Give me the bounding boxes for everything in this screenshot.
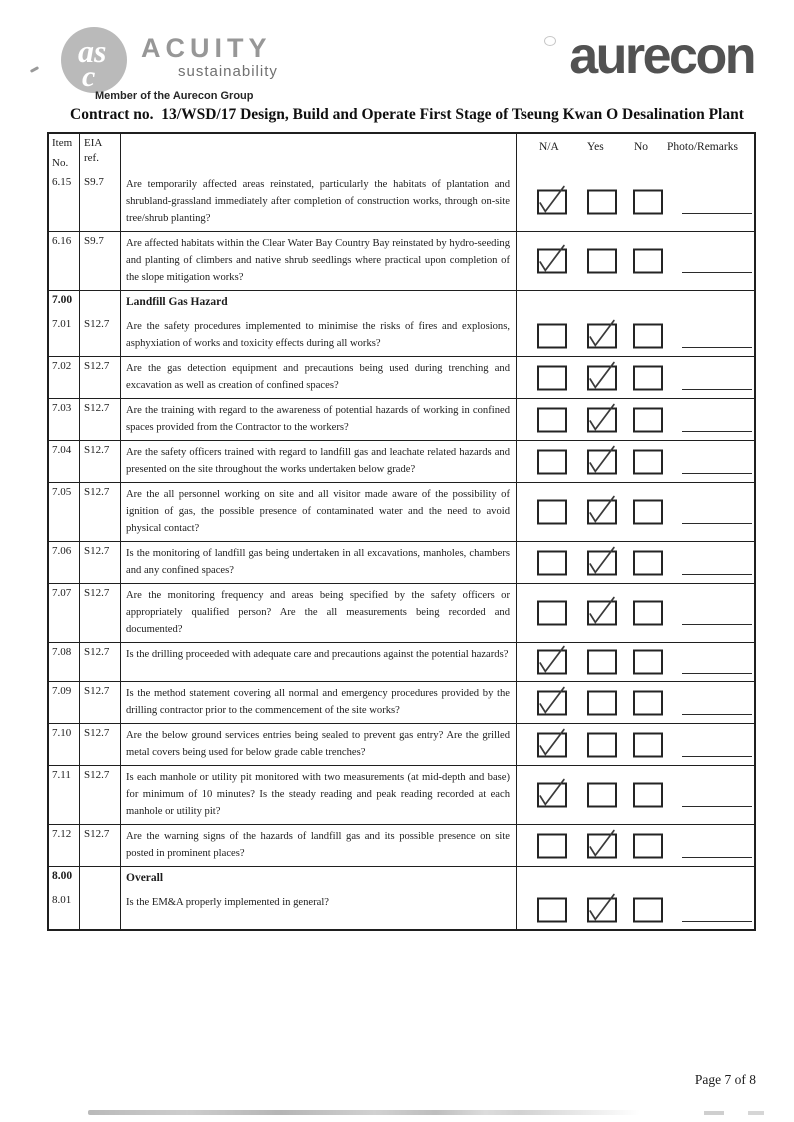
page-number: Page 7 of 8 (694, 1072, 756, 1087)
checkbox-yes (587, 732, 617, 757)
checkmark-icon (536, 726, 567, 759)
eia-ref: S12.7 (80, 399, 121, 440)
checkbox-yes (587, 500, 617, 525)
question-text: Are affected habitats within the Clear Water Bay Country Bay reinstated by hydro-seeding and planting of climbers and native shrub seedlings where practical upon completion of the slope mitigation works? (121, 232, 517, 290)
acuity-monogram-bottom: c (82, 60, 96, 93)
checkbox-no (633, 690, 663, 715)
checkmark-icon (586, 544, 617, 577)
checkbox-yes (587, 550, 617, 575)
checkbox-no (633, 898, 663, 923)
checkmark-icon (586, 317, 617, 350)
checkmark-icon (586, 359, 617, 392)
table-row (49, 315, 754, 356)
acuity-sustainability-label: sustainability (178, 63, 278, 80)
checkbox-yes (587, 783, 617, 808)
header-eia-ref: EIA ref. (80, 134, 121, 173)
checkmark-icon (586, 892, 617, 925)
eia-ref (80, 291, 121, 315)
item-number: 7.12 (49, 825, 80, 866)
table-row (49, 723, 754, 765)
acuity-logo-icon (58, 24, 130, 96)
question-text: Are the warning signs of the hazards of landfill gas and its possible presence on site posted in prominent places? (121, 825, 517, 866)
remarks-line (682, 523, 752, 524)
check-area (517, 291, 754, 315)
check-area (517, 542, 754, 583)
aurecon-logo-dot (544, 36, 556, 46)
remarks-line (682, 272, 752, 273)
checkbox-na (537, 732, 567, 757)
item-number: 7.04 (49, 441, 80, 482)
question-text: Is the EM&A properly implemented in general? (121, 891, 517, 929)
check-area (517, 584, 754, 642)
checkbox-yes (587, 323, 617, 348)
checkbox-na (537, 783, 567, 808)
checkmark-icon (536, 243, 567, 276)
item-number: 7.11 (49, 766, 80, 824)
question-text: Is each manhole or utility pit monitored with two measurements (at mid-depth and base) for minimum of 10 minutes? Is the steady reading and peak reading recorded at each manhole or utility pit? (121, 766, 517, 824)
item-number: 7.02 (49, 357, 80, 398)
checkmark-icon (536, 684, 567, 717)
section-title: Landfill Gas Hazard (121, 291, 517, 315)
scan-artifact-bar (748, 1111, 764, 1115)
check-area (517, 232, 754, 290)
checkbox-na (537, 601, 567, 626)
checkbox-no (633, 732, 663, 757)
checkbox-na (537, 407, 567, 432)
checkbox-no (633, 365, 663, 390)
checkbox-no (633, 449, 663, 474)
eia-ref: S12.7 (80, 643, 121, 681)
checkbox-na (537, 323, 567, 348)
remarks-line (682, 347, 752, 348)
checkbox-no (633, 601, 663, 626)
checkbox-yes (587, 690, 617, 715)
item-number: 8.00 (49, 867, 80, 891)
checkbox-no (633, 783, 663, 808)
item-number: 7.05 (49, 483, 80, 541)
question-text: Is the drilling proceeded with adequate care and precautions against the potential hazards? (121, 643, 517, 681)
acuity-wordmark: ACUITY (141, 33, 272, 63)
eia-ref: S12.7 (80, 766, 121, 824)
checkbox-yes (587, 601, 617, 626)
checkmark-icon (586, 595, 617, 628)
checkbox-na (537, 550, 567, 575)
eia-ref: S12.7 (80, 315, 121, 356)
acuity-member-line: Member of the Aurecon Group (95, 90, 254, 102)
checkbox-no (633, 249, 663, 274)
checkmark-icon (586, 827, 617, 860)
scan-artifact-bar (704, 1111, 724, 1115)
checkbox-no (633, 407, 663, 432)
header-check-columns (517, 134, 754, 173)
check-area (517, 867, 754, 891)
item-number: 7.01 (49, 315, 80, 356)
table-row (49, 642, 754, 681)
checkbox-na (537, 833, 567, 858)
question-text: Are temporarily affected areas reinstated, particularly the habitats of plantation and shrubland-grassland immediately after completion of construction works, through on-site tree/shrub planting? (121, 173, 517, 231)
remarks-line (682, 389, 752, 390)
remarks-line (682, 806, 752, 807)
table-row (49, 173, 754, 231)
checkbox-yes (587, 449, 617, 474)
checkbox-no (633, 323, 663, 348)
checkbox-na (537, 249, 567, 274)
header-yes-label: Yes (587, 141, 604, 153)
item-number: 8.01 (49, 891, 80, 929)
eia-ref: S9.7 (80, 232, 121, 290)
checkbox-no (633, 550, 663, 575)
checklist-table (47, 132, 756, 931)
checkbox-no (633, 650, 663, 675)
checkbox-yes (587, 407, 617, 432)
eia-ref: S12.7 (80, 483, 121, 541)
checkbox-no (633, 500, 663, 525)
remarks-line (682, 473, 752, 474)
table-row (49, 440, 754, 482)
check-area (517, 315, 754, 356)
table-row (49, 482, 754, 541)
check-area (517, 441, 754, 482)
scan-artifact-bar (88, 1110, 640, 1115)
check-area (517, 357, 754, 398)
checkmark-icon (536, 777, 567, 810)
check-area (517, 399, 754, 440)
remarks-line (682, 574, 752, 575)
remarks-line (682, 213, 752, 214)
item-number: 6.16 (49, 232, 80, 290)
eia-ref: S12.7 (80, 825, 121, 866)
table-header-row (49, 134, 754, 173)
table-row (49, 824, 754, 866)
section-title: Overall (121, 867, 517, 891)
table-row (49, 583, 754, 642)
eia-ref: S9.7 (80, 173, 121, 231)
checkbox-no (633, 190, 663, 215)
remarks-line (682, 624, 752, 625)
check-area (517, 724, 754, 765)
checkmark-icon (586, 443, 617, 476)
item-number: 7.03 (49, 399, 80, 440)
acuity-monogram-top: as (78, 33, 107, 69)
check-area (517, 643, 754, 681)
table-row (49, 891, 754, 929)
check-area (517, 173, 754, 231)
checkbox-na (537, 500, 567, 525)
checkmark-icon (586, 494, 617, 527)
remarks-line (682, 921, 752, 922)
check-area (517, 825, 754, 866)
checkbox-yes (587, 650, 617, 675)
checkmark-icon (536, 644, 567, 677)
checkbox-na (537, 365, 567, 390)
question-text: Are the training with regard to the awareness of potential hazards of working in confined spaces provided from the Contractor to the workers? (121, 399, 517, 440)
checkbox-na (537, 190, 567, 215)
item-number: 7.07 (49, 584, 80, 642)
checkbox-yes (587, 249, 617, 274)
header-no-label: No (634, 141, 649, 153)
header-item-no (49, 134, 80, 173)
question-text: Are the gas detection equipment and precautions being used during trenching and excavation as well as creation of confined spaces? (121, 357, 517, 398)
checkbox-no (633, 833, 663, 858)
checkbox-na (537, 449, 567, 474)
item-number: 7.06 (49, 542, 80, 583)
eia-ref: S12.7 (80, 724, 121, 765)
question-text: Are the safety officers trained with regard to landfill gas and leachate related hazards and presented on the site throughout the works undertaken below grade? (121, 441, 517, 482)
table-row (49, 231, 754, 290)
table-row (49, 356, 754, 398)
eia-ref: S12.7 (80, 682, 121, 723)
eia-ref: S12.7 (80, 357, 121, 398)
remarks-line (682, 756, 752, 757)
item-number: 7.08 (49, 643, 80, 681)
eia-ref: S12.7 (80, 542, 121, 583)
check-area (517, 483, 754, 541)
table-row (49, 765, 754, 824)
remarks-line (682, 431, 752, 432)
remarks-line (682, 857, 752, 858)
header-remarks-label: Photo/Remarks (667, 141, 738, 153)
checkmark-icon (586, 401, 617, 434)
checkbox-na (537, 898, 567, 923)
checkbox-na (537, 690, 567, 715)
question-text: Are the all personnel working on site and all visitor made aware of the possibility of ignition of gas, the possible presence of contaminated water and the need to avoid physical contact? (121, 483, 517, 541)
question-text: Is the method statement covering all normal and emergency procedures provided by the drilling contractor prior to the commencement of the site works? (121, 682, 517, 723)
question-text: Are the monitoring frequency and areas being specified by the safety officers or appropriately qualified person? Are the all measurements being recorded and documented? (121, 584, 517, 642)
eia-ref (80, 867, 121, 891)
table-row (49, 398, 754, 440)
checkbox-yes (587, 190, 617, 215)
header-na-label: N/A (539, 141, 559, 153)
remarks-line (682, 673, 752, 674)
question-text: Are the below ground services entries being sealed to prevent gas entry? Are the grilled metal covers being used for below grade cable trenches? (121, 724, 517, 765)
checkmark-icon (536, 184, 567, 217)
scan-artifact-mark (30, 66, 39, 73)
header-item-line2: No. (52, 157, 69, 169)
checklist-body (49, 173, 754, 929)
item-number: 7.10 (49, 724, 80, 765)
table-row (49, 681, 754, 723)
item-number: 7.00 (49, 291, 80, 315)
document-title: Contract no. 13/WSD/17 Design, Build and Operate First Stage of Tseung Kwan O Desalination Plant (70, 106, 744, 123)
section-header-row (49, 866, 754, 891)
header-item-line1: Item (52, 137, 73, 149)
checkbox-na (537, 650, 567, 675)
remarks-line (682, 714, 752, 715)
eia-ref: S12.7 (80, 584, 121, 642)
eia-ref (80, 891, 121, 929)
checkbox-yes (587, 898, 617, 923)
checkbox-yes (587, 365, 617, 390)
check-area (517, 766, 754, 824)
question-text: Is the monitoring of landfill gas being undertaken in all excavations, manholes, chambers and any confined spaces? (121, 542, 517, 583)
question-text: Are the safety procedures implemented to minimise the risks of fires and explosions, asphyxiation of works and toxicity effects during all works? (121, 315, 517, 356)
aurecon-logo: aurecon (569, 27, 754, 85)
item-number: 6.15 (49, 173, 80, 231)
eia-ref: S12.7 (80, 441, 121, 482)
check-area (517, 891, 754, 929)
table-row (49, 541, 754, 583)
check-area (517, 682, 754, 723)
header-question-column (121, 134, 517, 173)
section-header-row (49, 290, 754, 315)
item-number: 7.09 (49, 682, 80, 723)
checkbox-yes (587, 833, 617, 858)
